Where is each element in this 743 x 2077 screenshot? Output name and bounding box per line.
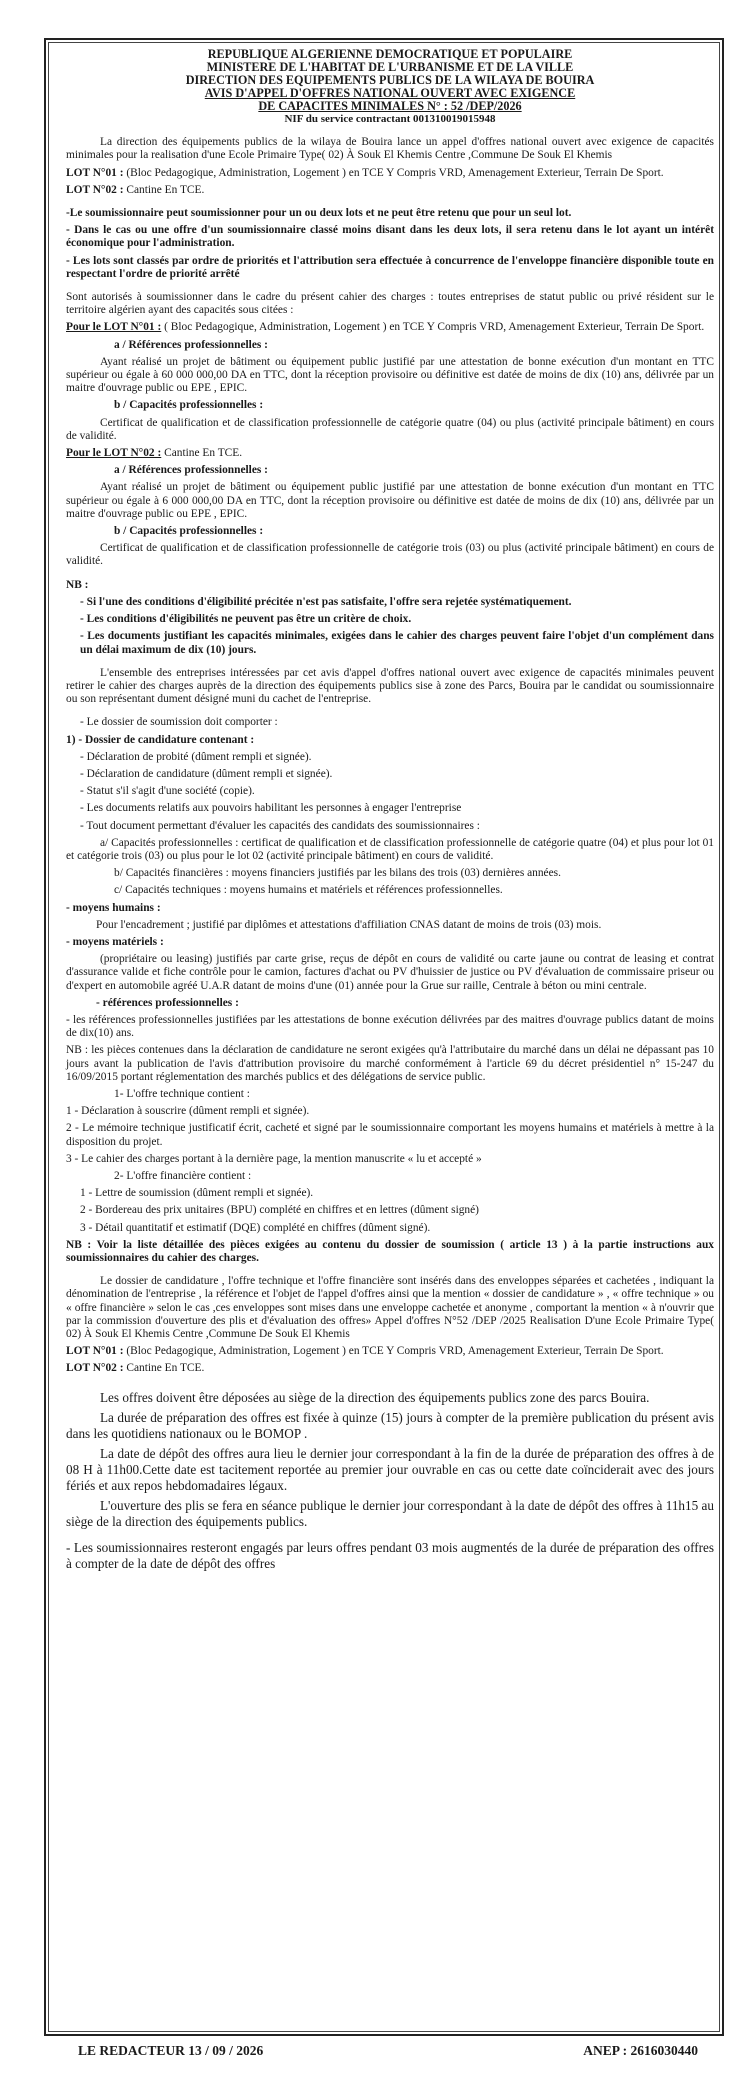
lot-2-refs-text: Ayant réalisé un projet de bâtiment ou équipement public justifié par une attestation de bonne exécution d'un montant en TTC supérieur ou égale à 6 000 000,00 DA en TTC, dont la réception provisoire ou définitive est datée de moins de dix (10) ans, délivrée par un maitre d'ouvrage public ou EPE , EPIC. xyxy=(66,481,714,520)
header-line-2: MINISTERE DE L'HABITAT DE L'URBANISME ET DE LA VILLE xyxy=(206,60,574,74)
technique-item-2: 2 - Le mémoire technique justificatif écrit, cacheté et signé par le soumissionnaire comportant les moyens humains et matériels à mettre à la disposition du projet. xyxy=(66,1122,714,1148)
capacity-c: c/ Capacités techniques : moyens humains et matériels et références professionnelles. xyxy=(114,884,503,897)
capacity-b: b/ Capacités financières : moyens financiers justifiés par les bilans des trois (03) dernières années. xyxy=(114,867,561,880)
capacity-a: a/ Capacités professionnelles : certificat de qualification et de classification professionnelle de catégorie quatre (04) et plus pour lot 01 et catégorie trois (03) ou plus pour le lot 02 (activité principale bâtiment) en cours de validité. xyxy=(66,836,714,862)
candidature-item-4: - Les documents relatifs aux pouvoirs habilitant les personnes à engager l'entreprise xyxy=(80,802,462,815)
nb-item-1: - Si l'une des conditions d'éligibilité précitée n'est pas satisfaite, l'offre sera rejetée systématiquement. xyxy=(80,595,572,608)
lot-1-section-label: Pour le LOT N°01 : xyxy=(66,321,162,334)
header-line-1: REPUBLIQUE ALGERIENNE DEMOCRATIQUE ET POPULAIRE xyxy=(207,47,573,61)
lot-2-section-label: Pour le LOT N°02 : xyxy=(66,447,162,460)
intro-paragraph: La direction des équipements publics de la wilaya de Bouira lance un appel d'offres national ouvert avec exigence de capacités minimales pour la realisation d'une Ecole Primaire Type( 02) À Souk El Khemis Centre ,Commune De Souk El Khemis xyxy=(66,136,714,162)
lot-2-refs-title: a / Références professionnelles : xyxy=(114,464,268,477)
closing-1: Les offres doivent être déposées au siège de la direction des équipements publics zone des parcs Bouira. xyxy=(100,1389,650,1405)
humains-title: - moyens humains : xyxy=(66,901,161,914)
lot-2-line xyxy=(66,184,714,197)
refs-text: - les références professionnelles justifiées par les attestations de bonne exécution délivrées par des maitres d'ouvrage publics datant de moins de dix(10) ans. xyxy=(66,1013,714,1040)
nb-title: NB : xyxy=(66,578,89,591)
nb-item-2: - Les conditions d'éligibilités ne peuvent pas être un critère de choix. xyxy=(80,613,412,626)
candidature-item-1: - Déclaration de probité (dûment rempli et signée). xyxy=(80,750,312,763)
technique-title: 1- L'offre technique contient : xyxy=(114,1087,250,1100)
lot-2-label: LOT N°02 : xyxy=(66,183,124,196)
lot-1-repeat-line xyxy=(66,1345,714,1358)
envelopes-paragraph: Le dossier de candidature , l'offre technique et l'offre financière sont insérés dans des enveloppes séparées et cachetées , indiquant la dénomination de l'entreprise , la référence et l'objet de l'appel d'offres ainsi que la mention « dossier de candidature » , « offre technique » ou « offre financière » selon le cas ,ces enveloppes sont mises dans une enveloppe cachetée et anonyme , comportant la mention « à n'ouvrir que par la commission d'ouverture des plis et d'évaluation des offres» Appel d'offres N°52 /DEP /2025 Realisation D'une Ecole Primaire Type( 02) À Souk El Khemis Centre ,Commune De Souk El Khemis xyxy=(66,1275,714,1341)
authorized-paragraph: Sont autorisés à soumissionner dans le cadre du présent cahier des charges : toutes entreprises de statut public ou privé résident sur le territoire algérien ayant des capacités sous citées : xyxy=(66,291,714,317)
candidature-item-5: - Tout document permettant d'évaluer les capacités des candidats des soumissionnaires : xyxy=(80,819,480,832)
header-line-3: DIRECTION DES EQUIPEMENTS PUBLICS DE LA WILAYA DE BOUIRA xyxy=(185,73,595,87)
footer-anep: ANEP : 2616030440 xyxy=(583,2043,698,2058)
candidature-item-2: - Déclaration de candidature (dûment rempli et signée). xyxy=(80,767,333,780)
lot-1-refs-title: a / Références professionnelles : xyxy=(114,338,268,351)
closing-3: La date de dépôt des offres aura lieu le dernier jour correspondant à la fin de la durée de préparation des offres à de 08 H à 11h00.Cette date est tacitement reportée au premier jour ouvrable en cas ou cette date coïnciderait avec des jours fériés et aux repos hebdomadaires légaux. xyxy=(66,1445,714,1493)
rule-3: - Les lots sont classés par ordre de priorités et l'attribution sera effectuée à concurrence de l'enveloppe financière disponible toute en respectant l'ordre de priorité arrêté xyxy=(66,254,714,280)
notice-content xyxy=(66,48,714,1576)
nb-item-3: - Les documents justifiant les capacités minimales, exigées dans le cahier des charges peuvent faire l'objet d'un complément dans un délai maximum de dix (10) jours. xyxy=(80,630,714,656)
nif-line: NIF du service contractant 001310019015948 xyxy=(284,113,496,125)
retrieval-paragraph: L'ensemble des entreprises intéressées par cet avis d'appel d'offres national ouvert avec exigence de capacités minimales peuvent retirer le cahier des charges auprès de la direction des équipements publics sise à zone des Parcs, Bouira par le candidat ou soumissionnaire ou son représentant dument désigné muni du cachet de l'entreprise. xyxy=(66,666,714,706)
closing-4: L'ouverture des plis se fera en séance publique le dernier jour correspondant à la date de dépôt des offres à 11h15 au siège de la direction des équipements publics. xyxy=(66,1497,714,1529)
financiere-item-2: 2 - Bordereau des prix unitaires (BPU) complété en chiffres et en lettres (dûment signé) xyxy=(80,1204,479,1217)
lot-2-section-header xyxy=(66,447,714,460)
rule-2: - Dans le cas ou une offre d'un soumissionnaire classé moins disant dans les deux lots, il sera retenu dans le lot ayant un intérêt économique pour l'administration. xyxy=(66,224,714,250)
financiere-item-3: 3 - Détail quantitatif et estimatif (DQE) complété en chiffres (dûment signé). xyxy=(80,1221,431,1234)
nb3-paragraph: NB : Voir la liste détaillée des pièces exigées au contenu du dossier de soumission ( article 13 ) à la partie instructions aux soumissionnaires du cahier des charges. xyxy=(66,1238,714,1265)
technique-item-3: 3 - Le cahier des charges portant à la dernière page, la mention manuscrite « lu et accepté » xyxy=(66,1152,482,1165)
materiels-title: - moyens matériels : xyxy=(66,935,164,948)
lot-1-text: (Bloc Pedagogique, Administration, Logement ) en TCE Y Compris VRD, Amenagement Exterieur, Terrain De Sport. xyxy=(126,166,664,179)
closing-2: La durée de préparation des offres est fixée à quinze (15) jours à compter de la première publication du présent avis dans les quotidiens nationaux ou le BOMOP . xyxy=(66,1409,714,1441)
lot-1-caps-text: Certificat de qualification et de classification professionnelle de catégorie quatre (04) ou plus (activité principale bâtiment) en cours de validité. xyxy=(66,416,714,442)
lot-2-caps-title: b / Capacités professionnelles : xyxy=(114,525,264,538)
lot-2-text: Cantine En TCE. xyxy=(126,183,205,196)
notice-title-1: AVIS D'APPEL D'OFFRES NATIONAL OUVERT AVEC EXIGENCE xyxy=(204,86,576,100)
lot-1-refs-text: Ayant réalisé un projet de bâtiment ou équipement public justifié par une attestation de bonne exécution d'un montant en TTC supérieur ou égale à 60 000 000,00 DA en TTC, dont la réception provisoire ou définitive est datée de moins de dix (10) ans, délivrée par un maitre d'ouvrage public ou EPE , EPIC. xyxy=(66,355,714,395)
lot-1-repeat-text: (Bloc Pedagogique, Administration, Logement ) en TCE Y Compris VRD, Amenagement Exterieur, Terrain De Sport. xyxy=(126,1345,664,1358)
lot-1-repeat-label: LOT N°01 : xyxy=(66,1345,124,1358)
closing-5: - Les soumissionnaires resteront engagés par leurs offres pendant 03 mois augmentés de la durée de préparation des offres à compter de la date de dépôt des offres xyxy=(66,1539,714,1571)
lot-1-caps-title: b / Capacités professionnelles : xyxy=(114,399,264,412)
lot-1-section-header xyxy=(66,321,714,334)
nb2-paragraph: NB : les pièces contenues dans la déclaration de candidature ne seront exigées qu'à l'attributaire du marché dans un délai ne dépassant pas 10 jours avant la publication de l'avis d'attribution provisoire du marché conformément à l'article 69 du décret présidentiel n° 15-247 du 16/09/2015 portant réglementation des marchés publics et des délégations de service public. xyxy=(66,1044,714,1083)
materiels-text: (propriétaire ou leasing) justifiés par carte grise, reçus de dépôt en cours de validité ou carte jaune ou contrat de leasing et contrat d'assurance valide et fiche contrôle pour le camion, factures d'achat ou PV d'huissier de justice ou PV d'évaluation de commissaire priseur ou d'expert en automobile agréé U.A.R datant de moins d'une (01) année pour la Grue sur raille, Centrale à béton ou mini centrale. xyxy=(66,953,714,992)
lot-1-label: LOT N°01 : xyxy=(66,166,124,179)
financiere-item-1: 1 - Lettre de soumission (dûment rempli et signée). xyxy=(80,1187,314,1200)
lot-2-repeat-text: Cantine En TCE. xyxy=(126,1362,205,1375)
candidature-item-3: - Statut s'il s'agit d'une société (copie). xyxy=(80,785,255,798)
lot-2-caps-text: Certificat de qualification et de classification professionnelle de catégorie trois (03) ou plus (activité principale bâtiment) en cours de validité. xyxy=(66,542,714,568)
dossier-intro: - Le dossier de soumission doit comporter : xyxy=(80,716,278,729)
candidature-title: 1) - Dossier de candidature contenant : xyxy=(66,733,255,746)
lot-1-section-text: ( Bloc Pedagogique, Administration, Logement ) en TCE Y Compris VRD, Amenagement Exterieur, Terrain De Sport. xyxy=(164,321,705,334)
lot-2-repeat-label: LOT N°02 : xyxy=(66,1362,124,1375)
technique-item-1: 1 - Déclaration à souscrire (dûment rempli et signée). xyxy=(66,1105,310,1118)
footer-redacteur: LE REDACTEUR 13 / 09 / 2026 xyxy=(78,2043,264,2058)
rule-1: -Le soumissionnaire peut soumissionner pour un ou deux lots et ne peut être retenu que pour un seul lot. xyxy=(66,207,572,220)
lot-2-section-text: Cantine En TCE. xyxy=(164,447,243,460)
lot-1-line xyxy=(66,167,714,180)
lot-2-repeat-line xyxy=(66,1362,714,1375)
notice-title-2: DE CAPACITES MINIMALES N° : 52 /DEP/2026 xyxy=(258,99,522,113)
financiere-title: 2- L'offre financière contient : xyxy=(114,1170,252,1182)
humains-text: Pour l'encadrement ; justifié par diplômes et attestations d'affiliation CNAS datant de moins de trois (03) mois. xyxy=(96,918,602,931)
refs-title: - références professionnelles : xyxy=(96,996,239,1009)
